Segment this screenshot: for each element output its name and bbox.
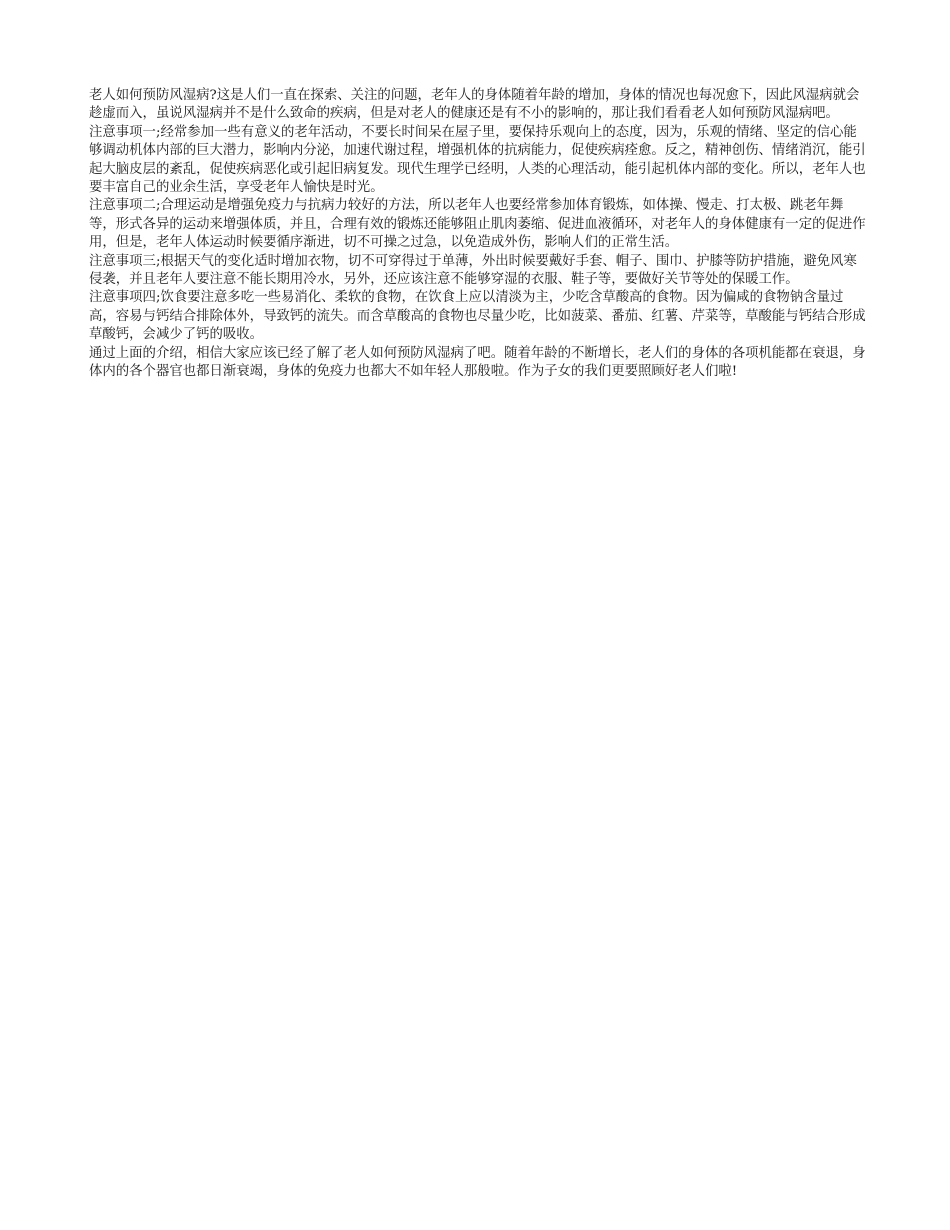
conclusion-paragraph: 通过上面的介绍，相信大家应该已经了解了老人如何预防风湿病了吧。随着年龄的不断增长，老人们的身体的各项机能都在衰退，身体内的各个器官也都日渐衰竭，身体的免疫力也都大不如年轻人那般啦。作为子女的我们更要照顾好老人们啦! bbox=[89, 345, 866, 380]
note-three-paragraph: 注意事项三;根据天气的变化适时增加衣物，切不可穿得过于单薄，外出时候要戴好手套、帽子、围巾、护膝等防护措施，避免风寒侵袭，并且老年人要注意不能长期用冷水，另外，还应该注意不能够穿湿的衣服、鞋子等，要做好关节等处的保暖工作。 bbox=[89, 253, 857, 288]
note-two-paragraph: 注意事项二;合理运动是增强免疫力与抗病力较好的方法，所以老年人也要经常参加体育锻炼，如体操、慢走、打太极、跳老年舞等，形式各异的运动来增强体质，并且，合理有效的锻炼还能够阻止肌肉萎缩、促进血液循环，对老年人的身体健康有一定的促进作用，但是，老年人体运动时候要循序渐进，切不可操之过急，以免造成外伤，影响人们的正常生活。 bbox=[89, 198, 866, 251]
note-four-paragraph: 注意事项四;饮食要注意多吃一些易消化、柔软的食物，在饮食上应以清淡为主，少吃含草酸高的食物。因为偏咸的食物钠含量过高，容易与钙结合排除体外，导致钙的流失。而含草酸高的食物也尽量少吃，比如菠菜、番茄、红薯、芹菜等，草酸能与钙结合形成草酸钙，会减少了钙的吸收。 bbox=[89, 290, 866, 343]
note-one-paragraph: 注意事项一;经常参加一些有意义的老年活动，不要长时间呆在屋子里，要保持乐观向上的态度，因为，乐观的情绪、坚定的信心能够调动机体内部的巨大潜力，影响内分泌，加速代谢过程，增强机体的抗病能力，促使疾病痊愈。反之，精神创伤、情绪消沉，能引起大脑皮层的紊乱，促使疾病恶化或引起旧病复发。现代生理学已经明，人类的心理活动，能引起机体内部的变化。所以，老年人也要丰富自己的业余生活，享受老年人愉快是时光。 bbox=[89, 124, 866, 196]
intro-paragraph: 老人如何预防风湿病?这是人们一直在探索、关注的问题，老年人的身体随着年龄的增加，身体的情况也每况愈下，因此风湿病就会趁虚而入，虽说风湿病并不是什么致命的疾病，但是对老人的健康还是有不小的影响的，那让我们看看老人如何预防风湿病吧。 bbox=[89, 88, 860, 122]
document-body bbox=[89, 87, 867, 382]
